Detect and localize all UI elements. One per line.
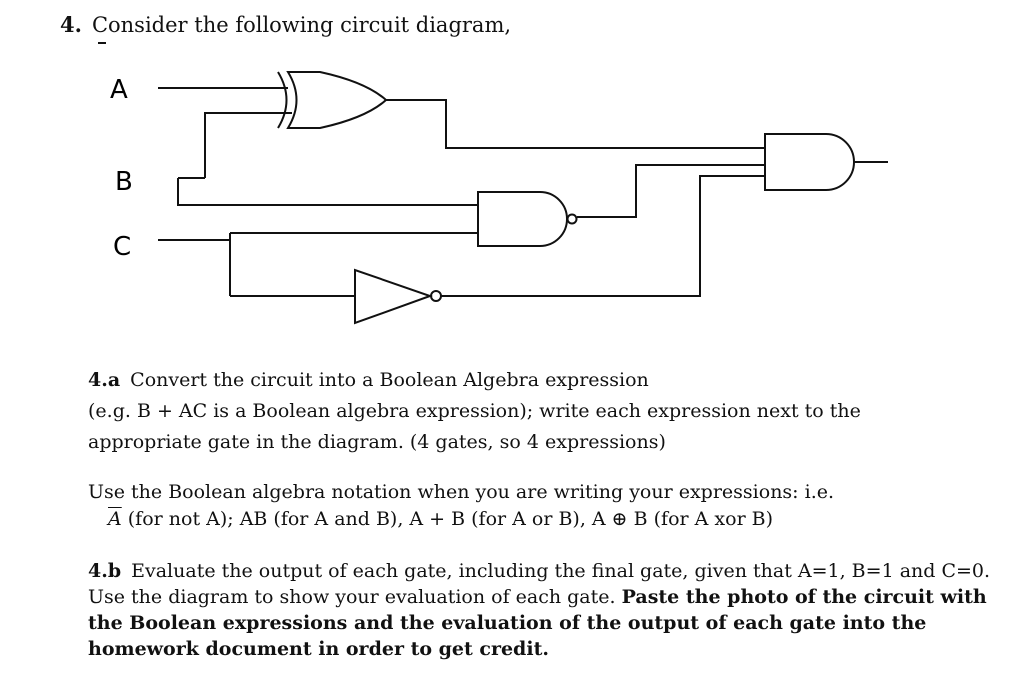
wire-xor-out <box>386 100 765 148</box>
part-b-line3: the Boolean expressions and the evaluation of the output of each gate into the <box>88 612 927 634</box>
xor-gate-back <box>278 72 287 128</box>
wire-b-branch <box>205 113 292 178</box>
wire-not-out <box>441 176 765 296</box>
question-number: 4. <box>60 12 82 37</box>
input-c-label: C <box>113 232 132 262</box>
notation-line1: Use the Boolean algebra notation when you are writing your expressions: i.e. <box>88 481 835 503</box>
part-b-line2: Use the diagram to show your evaluation of each gate. <box>88 586 622 608</box>
question-title: Consider the following circuit diagram, <box>91 13 512 37</box>
part-b-label: 4.b <box>88 560 122 582</box>
input-a-label: A <box>110 75 128 105</box>
nand-gate <box>478 192 567 246</box>
wire-b-to-nand <box>178 178 478 205</box>
part-b-line4: homework document in order to get credit. <box>88 638 549 660</box>
notation-text <box>88 479 988 533</box>
notation-line2: (for not A); AB (for A and B), A + B (for A or B), A ⊕ B (for A xor B) <box>121 508 774 530</box>
part-a-line3: appropriate gate in the diagram. (4 gates, so 4 expressions) <box>88 431 666 453</box>
and-gate <box>765 134 854 190</box>
part-b-line1: Evaluate the output of each gate, including the final gate, given that A=1, B=1 and C=0. <box>131 560 991 582</box>
not-a-symbol: $\overline{A}$ <box>108 508 122 530</box>
part-a-line2: (e.g. B + AC is a Boolean algebra expression); write each expression next to the <box>88 400 861 422</box>
xor-gate <box>288 72 386 128</box>
not-gate <box>355 270 430 323</box>
input-b-label: B <box>115 167 133 197</box>
part-a-line1: Convert the circuit into a Boolean Algebra expression <box>130 369 649 391</box>
part-a-label: 4.a <box>88 369 121 391</box>
part-a-text <box>88 365 988 458</box>
wire-nand-out <box>577 165 765 217</box>
nand-bubble <box>568 215 577 224</box>
part-b-line2-bold: Paste the photo of the circuit with <box>621 586 987 608</box>
part-b-text <box>88 558 998 662</box>
